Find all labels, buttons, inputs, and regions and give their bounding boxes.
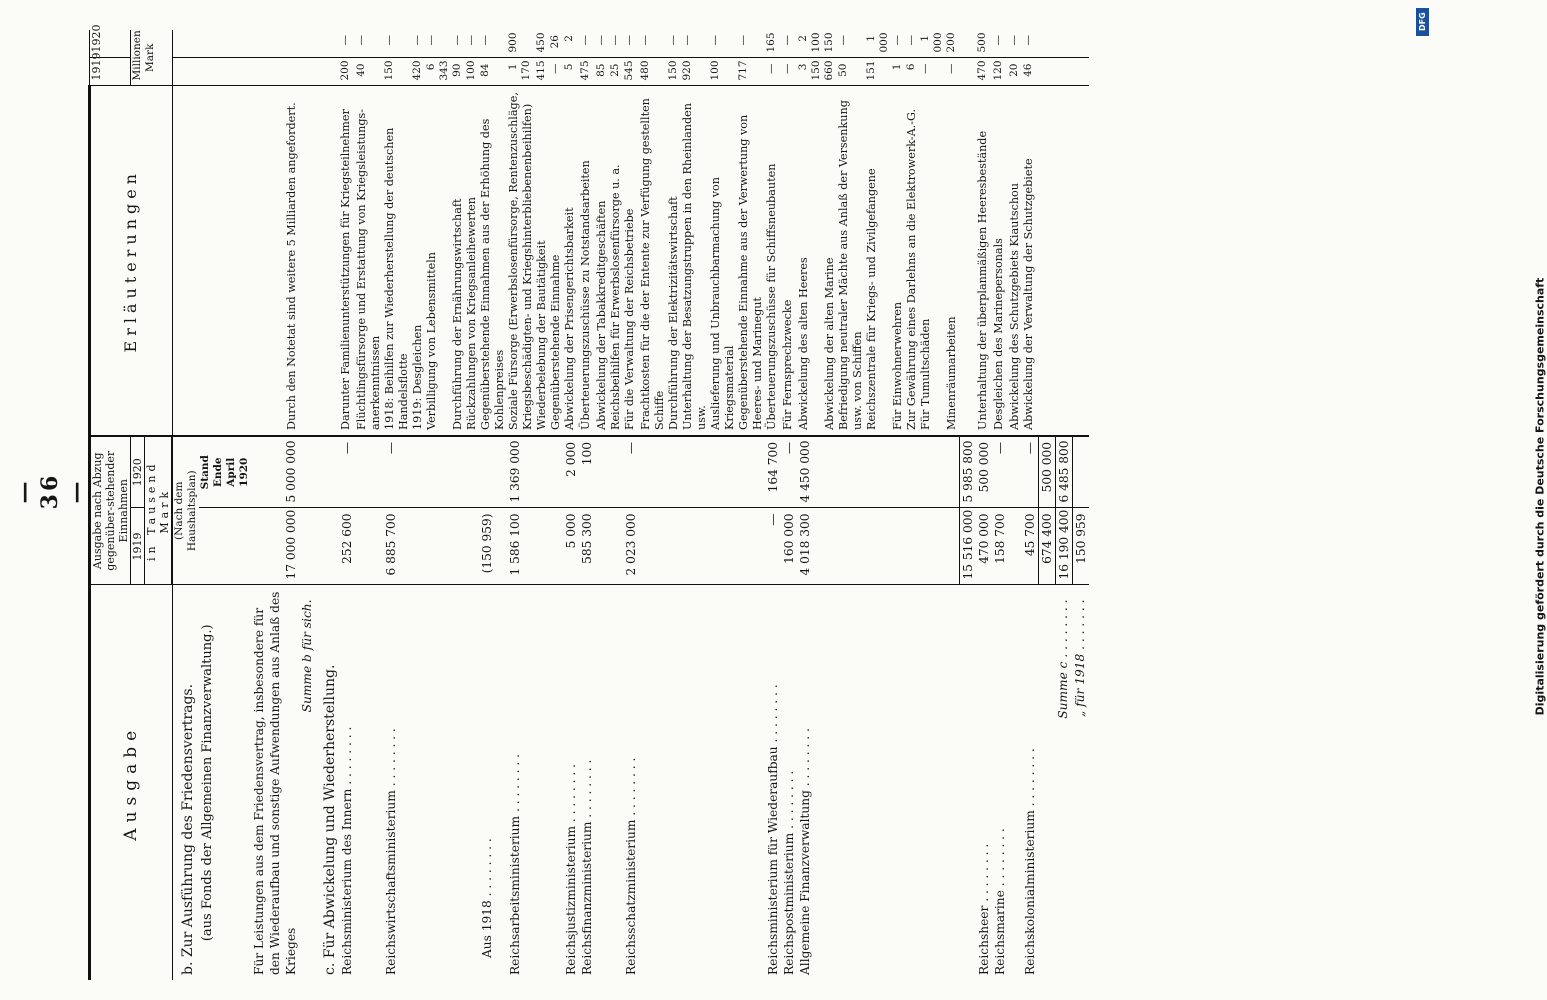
- value-1919: [549, 508, 563, 585]
- table-row: [507, 30, 535, 980]
- page-number: — 36 —: [11, 472, 89, 510]
- erl-text: 1919: Desgleichen: [411, 86, 425, 436]
- row-label: [535, 585, 549, 980]
- subtotal-a-1920: 5 985 800: [959, 436, 976, 508]
- value-1920: [891, 436, 905, 508]
- table-row: [823, 30, 837, 980]
- section-b-row-label: Für Leistungen aus dem Friedensvertrag, insbesondere für den Wiederaufbau und sonstige Aufwendungen aus Anlaß des Krieges: [252, 591, 298, 975]
- section-b-summe: Summe b für sich.: [300, 599, 314, 713]
- mill-1919: 20: [1008, 58, 1022, 86]
- erl-text: Minenräumarbeiten: [945, 86, 959, 436]
- mill-1920: —: [383, 30, 411, 58]
- mill-1919: 150: [667, 58, 681, 86]
- subtotal-a: [959, 30, 976, 980]
- col-header-m1920: 1920: [90, 30, 131, 58]
- col-header-unit: in Tausend Mark: [145, 436, 173, 585]
- erl-text: Auslieferung und Unbrauchbarmachung von Kriegsmaterial: [709, 86, 737, 436]
- value-1920: [549, 436, 563, 508]
- value-1920: [737, 436, 765, 508]
- row-label: Reichsarbeitsministerium . . . . . . . .: [508, 753, 522, 975]
- value-1920: —: [623, 436, 639, 508]
- erl-text: Für Einwohnerwehren: [891, 86, 905, 436]
- erl-text: Abwickelung der Verwaltung der Schutzgebiete: [1022, 86, 1039, 436]
- table-row: [535, 30, 549, 980]
- col-header-millionen: Millionen Mark: [131, 30, 173, 86]
- erl-text: Gegenüberstehende Einnahme: [549, 86, 563, 436]
- dfg-logo: DFG: [1416, 8, 1429, 36]
- value-1919: —: [765, 508, 781, 585]
- mill-1919: 85: [595, 58, 609, 86]
- mill-1919: 3 150: [797, 58, 823, 86]
- row-label: [425, 585, 451, 980]
- value-1920: [425, 436, 451, 508]
- value-1919: [737, 508, 765, 585]
- mill-1919: 100: [709, 58, 737, 86]
- value-1920: 100: [579, 436, 595, 508]
- mill-1919: —: [549, 58, 563, 86]
- mill-1920: 150: [823, 30, 837, 58]
- subtotal-a-label: [959, 585, 976, 980]
- table-row: [355, 30, 383, 980]
- row-label: [837, 585, 865, 980]
- mill-1919: 84: [479, 58, 507, 86]
- table-row: [992, 30, 1008, 980]
- mill-1920: —: [667, 30, 681, 58]
- subtotal-b-label: [1038, 585, 1055, 980]
- mill-1919: 415: [535, 58, 549, 86]
- section-c-title: c. Für Abwickelung und Wiederherstellung.: [322, 664, 338, 975]
- table-row: [891, 30, 905, 980]
- row-label: [1008, 585, 1022, 980]
- erl-text: Für Fernsprechzwecke: [781, 86, 797, 436]
- mill-1920: —: [891, 30, 905, 58]
- erl-text: Abwickelung der Prisengerichtsbarkeit: [563, 86, 579, 436]
- mill-1920: —: [837, 30, 865, 58]
- value-1920: [945, 436, 959, 508]
- mill-1920: —: [411, 30, 425, 58]
- mill-1920: 900: [507, 30, 535, 58]
- mill-1919: 150: [383, 58, 411, 86]
- table-row: [976, 30, 992, 980]
- table-row: [639, 30, 667, 980]
- mill-1919: 420: [411, 58, 425, 86]
- row-label: [681, 585, 709, 980]
- mill-1920: —: [709, 30, 737, 58]
- value-1919: 585 300: [579, 508, 595, 585]
- table-row: [765, 30, 781, 980]
- section-b-1920: 5 000 000: [251, 436, 299, 508]
- erl-text: Darunter Familienunterstützungen für Kriegsteilnehmer: [339, 86, 355, 436]
- row-label: [595, 585, 609, 980]
- value-1920: [823, 436, 837, 508]
- value-1919: [709, 508, 737, 585]
- value-1920: [451, 436, 465, 508]
- row-label: [465, 585, 479, 980]
- table-row: [609, 30, 623, 980]
- mill-1920: —: [339, 30, 355, 58]
- value-1919: [639, 508, 667, 585]
- value-1919: [667, 508, 681, 585]
- mill-1919: 50: [837, 58, 865, 86]
- row-label: [639, 585, 667, 980]
- value-1919: 2 023 000: [623, 508, 639, 585]
- mill-1919: 660: [823, 58, 837, 86]
- value-1919: [905, 508, 919, 585]
- value-1920: —: [781, 436, 797, 508]
- value-1920: 500 000: [976, 436, 992, 508]
- row-label: Reichsministerium des Innern . . . . . . . .: [340, 726, 354, 975]
- table-row: [479, 30, 507, 980]
- erl-text: Abwickelung des alten Heeres: [797, 86, 823, 436]
- row-label: Reichsfinanzministerium . . . . . . . .: [580, 759, 594, 975]
- erl-text: Für Tumultschäden: [919, 86, 945, 436]
- value-1920: [919, 436, 945, 508]
- value-1920: [667, 436, 681, 508]
- table-row: [339, 30, 355, 980]
- value-1920: —: [339, 436, 355, 508]
- subtotal-a-m20: [959, 30, 976, 58]
- value-1920: —: [383, 436, 411, 508]
- mill-1919: 920: [681, 58, 709, 86]
- mill-1920: —: [451, 30, 465, 58]
- summe-c-erl: [1055, 86, 1072, 436]
- mill-1919: 470: [976, 58, 992, 86]
- mill-1920: —: [905, 30, 919, 58]
- value-1919: 5 000: [563, 508, 579, 585]
- value-1919: 158 700: [992, 508, 1008, 585]
- erl-text: Reichsbeihilfen für Erwerbslosenfürsorge u. a.: [609, 86, 623, 436]
- erl-text: Gegenüberstehende Einnahme aus der Verwertung von Heeres- und Marinegut: [737, 86, 765, 436]
- summe-1918-1920: [1072, 436, 1089, 508]
- mill-1920: —: [737, 30, 765, 58]
- value-1920: —: [1022, 436, 1039, 508]
- erl-text: Für die Verwaltung der Reichsbetriebe: [623, 86, 639, 436]
- budget-table: [88, 24, 1089, 980]
- mill-1919: 151: [865, 58, 891, 86]
- erl-text: Wiederbelebung der Bautätigkeit: [535, 86, 549, 436]
- value-1919: [837, 508, 865, 585]
- value-1920: [411, 436, 425, 508]
- value-1920: 2 000: [563, 436, 579, 508]
- budget-table-rotated: [88, 24, 1288, 980]
- value-1919: [1008, 508, 1022, 585]
- table-row: [595, 30, 609, 980]
- value-1920: [709, 436, 737, 508]
- erl-text: Soziale Fürsorge (Erwerbslosenfürsorge, Rentenzuschläge, Kriegsbeschädigten- und Kriegshinterbliebenenbeihilfen): [507, 86, 535, 436]
- mill-1920: 2: [563, 30, 579, 58]
- table-row: [563, 30, 579, 980]
- row-label: Reichsjustizministerium . . . . . . . .: [564, 764, 578, 975]
- erl-text: Überteuerungszuschüsse für Schiffsneubauten: [765, 86, 781, 436]
- row-label: Reichsministerium für Wiederaufbau . . . . . . . .: [766, 684, 780, 975]
- value-1920: —: [992, 436, 1008, 508]
- mill-1919: 545: [623, 58, 639, 86]
- summe-c-1920: 6 485 800: [1055, 436, 1072, 508]
- table-row: [667, 30, 681, 980]
- table-row: [549, 30, 563, 980]
- table-row: [465, 30, 479, 980]
- col-header-1919: 1919: [131, 508, 145, 585]
- section-b-1919: 17 000 000: [251, 508, 299, 585]
- subtotal-a-erl: [959, 86, 976, 436]
- row-label: Aus 1918 . . . . . . . .: [480, 838, 494, 958]
- summe-c-m19: [1055, 58, 1072, 86]
- value-1920: [355, 436, 383, 508]
- value-1919: [535, 508, 549, 585]
- erl-text: Desgleichen des Marinepersonals: [992, 86, 1008, 436]
- value-1919: 4 018 300: [797, 508, 823, 585]
- row-label: [549, 585, 563, 980]
- mill-1919: 6: [905, 58, 919, 86]
- table-row: [411, 30, 425, 980]
- erl-text: Rückzahlungen von Kriegsanleihewerten: [465, 86, 479, 436]
- mill-1919: 5: [563, 58, 579, 86]
- row-label: [737, 585, 765, 980]
- mill-1919: 120: [992, 58, 1008, 86]
- mill-1920: —: [609, 30, 623, 58]
- summe-c-1919: 16 190 400: [1055, 508, 1072, 585]
- erl-text: Flüchtlingsfürsorge und Erstattung von Kriegsleistungs-anerkenntnissen: [355, 86, 383, 436]
- mill-1920: 2 100: [797, 30, 823, 58]
- mill-1919: 46: [1022, 58, 1039, 86]
- subtotal-b-1919: 674 400: [1038, 508, 1055, 585]
- col-header-erlaeuterungen: Erläuterungen: [90, 86, 173, 436]
- mill-1920: —: [579, 30, 595, 58]
- col-header-1920: 1920: [131, 436, 145, 508]
- erl-text: Zur Gewährung eines Darlehns an die Elektrowerk-A.-G.: [905, 86, 919, 436]
- erl-text: Durchführung der Elektrizitätswirtschaft: [667, 86, 681, 436]
- table-row: [865, 30, 891, 980]
- mill-1920: 200: [945, 30, 959, 58]
- value-1920: 4 450 000: [797, 436, 823, 508]
- col-header-m1919: 1919: [90, 58, 131, 86]
- mill-1919: 200: [339, 58, 355, 86]
- value-1919: 470 000: [976, 508, 992, 585]
- mill-1919: 90: [451, 58, 465, 86]
- erl-text: Überteuerungszuschüsse zu Notstandsarbeiten: [579, 86, 595, 436]
- table-row: [945, 30, 959, 980]
- mill-1920: 165: [765, 30, 781, 58]
- value-1919: 45 700: [1022, 508, 1039, 585]
- value-1919: 6 885 700: [383, 508, 411, 585]
- mill-1919: —: [919, 58, 945, 86]
- value-1920: [639, 436, 667, 508]
- mill-1920: 500: [976, 30, 992, 58]
- mill-1919: 1 170: [507, 58, 535, 86]
- value-1919: [865, 508, 891, 585]
- mill-1920: —: [639, 30, 667, 58]
- table-row: [425, 30, 451, 980]
- value-1919: (150 959): [479, 508, 507, 585]
- table-row: [1008, 30, 1022, 980]
- row-label: [411, 585, 425, 980]
- erl-text: Abwickelung der Tabakkreditgeschäften: [595, 86, 609, 436]
- mill-1920: —: [425, 30, 451, 58]
- value-1919: [919, 508, 945, 585]
- subtotal-b-1920: 500 000: [1038, 436, 1055, 508]
- value-1919: 252 600: [339, 508, 355, 585]
- value-1919: [411, 508, 425, 585]
- erl-text: Frachtkosten für die der Entente zur Verfügung gestellten Schiffe: [639, 86, 667, 436]
- subtotal-b-erl: [1038, 86, 1055, 436]
- erl-text: Unterhaltung der Besatzungstruppen in den Rheinlanden usw.: [681, 86, 709, 436]
- row-label: Reichsmarine . . . . . . . .: [992, 828, 1007, 975]
- col-header-ausgabe: Ausgabe: [90, 585, 173, 980]
- value-1919: 160 000: [781, 508, 797, 585]
- section-b-subtitle: (aus Fonds der Allgemeinen Finanzverwaltung.): [200, 624, 215, 942]
- row-label: [667, 585, 681, 980]
- value-1919: [823, 508, 837, 585]
- summe-1918-label: „ für 1918 . . . . . . .: [1073, 599, 1087, 718]
- value-1920: [681, 436, 709, 508]
- section-b-title: b. Zur Ausführung des Friedensvertrags.: [179, 683, 196, 975]
- mill-1919: 6 343: [425, 58, 451, 86]
- row-label: Allgemeine Finanzverwaltung . . . . . . . .: [798, 728, 812, 975]
- value-1920: [865, 436, 891, 508]
- subtotal-a-m19: [959, 58, 976, 86]
- value-1920: [535, 436, 549, 508]
- mill-1919: —: [781, 58, 797, 86]
- erl-text: Befriedigung neutraler Mächte aus Anlaß der Versenkung usw. von Schiffen: [837, 86, 865, 436]
- table-row: [905, 30, 919, 980]
- value-1919: [609, 508, 623, 585]
- mill-1920: —: [992, 30, 1008, 58]
- digitization-note: Digitalisierung gefördert durch die Deutsche Forschungsgemeinschaft: [1533, 277, 1547, 716]
- value-1920: [595, 436, 609, 508]
- table-row: [919, 30, 945, 980]
- mill-1919: 40: [355, 58, 383, 86]
- table-row: [451, 30, 465, 980]
- value-1920: [837, 436, 865, 508]
- value-1919: [465, 508, 479, 585]
- mill-1919: 100: [465, 58, 479, 86]
- row-label: Reichswirtschaftsministerium . . . . . . . .: [384, 728, 398, 975]
- table-body: [172, 30, 1089, 980]
- mill-1920: —: [595, 30, 609, 58]
- erl-text: Durchführung der Ernährungswirtschaft: [451, 86, 465, 436]
- value-1920: [465, 436, 479, 508]
- value-1920: [609, 436, 623, 508]
- mill-1920: 26: [549, 30, 563, 58]
- table-row: [623, 30, 639, 980]
- row-label: Reichsschatzministerium . . . . . . . .: [624, 757, 638, 975]
- summe-1918-m20: [1072, 30, 1089, 58]
- section-b-erl: Durch den Notetat sind weitere 5 Milliarden angefordert.: [251, 86, 299, 436]
- value-1920: [905, 436, 919, 508]
- mill-1920: —: [1022, 30, 1039, 58]
- value-1919: [451, 508, 465, 585]
- mill-1920: 1 000: [865, 30, 891, 58]
- table-row: [1022, 30, 1039, 980]
- mill-1920: 450: [535, 30, 549, 58]
- value-1919: 1 586 100: [507, 508, 535, 585]
- row-label: Reichsheer . . . . . . . .: [976, 843, 991, 975]
- value-1920: 164 700: [765, 436, 781, 508]
- row-label: [823, 585, 837, 980]
- summe-c-label: Summe c . . . . . . . .: [1056, 599, 1070, 719]
- row-label: [919, 585, 945, 980]
- row-label: [355, 585, 383, 980]
- mill-1919: 480: [639, 58, 667, 86]
- note-haushaltsplan: (Nach dem Haushaltsplan): [172, 436, 199, 585]
- value-1919: [595, 508, 609, 585]
- erl-text: Verbilligung von Lebensmitteln: [425, 86, 451, 436]
- row-label: Reichspostministerium . . . . . . . .: [782, 770, 796, 975]
- mill-1920: 1 000: [919, 30, 945, 58]
- summe-1918-m19: [1072, 58, 1089, 86]
- erl-text: Gegenüberstehende Einnahmen aus der Erhöhung des Kohlenpreises: [479, 86, 507, 436]
- mill-1920: —: [681, 30, 709, 58]
- erl-text: Unterhaltung der überplanmäßigen Heeresbestände: [976, 86, 992, 436]
- table-row: [781, 30, 797, 980]
- table-row: [579, 30, 595, 980]
- row-label: [905, 585, 919, 980]
- summe-c: [1055, 30, 1072, 980]
- table-row: [709, 30, 737, 980]
- row-label: [709, 585, 737, 980]
- mill-1920: —: [355, 30, 383, 58]
- erl-text: Abwickelung des Schutzgebiets Kiautschou: [1008, 86, 1022, 436]
- erl-text: Reichszentrale für Kriegs- und Zivilgefangene: [865, 86, 891, 436]
- row-label: [945, 585, 959, 980]
- value-1920: [1008, 436, 1022, 508]
- mill-1920: —: [781, 30, 797, 58]
- mill-1919: —: [945, 58, 959, 86]
- value-1919: [355, 508, 383, 585]
- summe-1918-erl: [1072, 86, 1089, 436]
- summe-1918: [1072, 30, 1089, 980]
- mill-1919: —: [765, 58, 781, 86]
- mill-1919: 717: [737, 58, 765, 86]
- col-header-net-group: Ausgabe nach Abzug gegenüber-stehender Einnahmen: [90, 436, 131, 585]
- subtotal-b-m20: [1038, 30, 1055, 58]
- erl-text: Abwickelung der alten Marine: [823, 86, 837, 436]
- mill-1919: 475: [579, 58, 595, 86]
- summe-1918-1919: 150 959: [1072, 508, 1089, 585]
- mill-1920: —: [1008, 30, 1022, 58]
- mill-1920: —: [479, 30, 507, 58]
- summe-c-m20: [1055, 30, 1072, 58]
- mill-1919: 25: [609, 58, 623, 86]
- value-1920: 1 369 000: [507, 436, 535, 508]
- mill-1920: —: [623, 30, 639, 58]
- value-1919: [681, 508, 709, 585]
- value-1919: [945, 508, 959, 585]
- row-label: [865, 585, 891, 980]
- note-stand-april: Stand Ende April 1920: [199, 436, 251, 508]
- table-row: [681, 30, 709, 980]
- mill-1919: 1: [891, 58, 905, 86]
- row-label: [451, 585, 465, 980]
- mill-1920: —: [465, 30, 479, 58]
- value-1920: [479, 436, 507, 508]
- table-row: [383, 30, 411, 980]
- table-row: [737, 30, 765, 980]
- subtotal-b-m19: [1038, 58, 1055, 86]
- row-label: [609, 585, 623, 980]
- table-row: [797, 30, 823, 980]
- row-label: Reichskolonialministerium . . . . . . . .: [1022, 748, 1037, 975]
- erl-text: 1918: Beihilfen zur Wiederherstellung der deutschen Handelsflotte: [383, 86, 411, 436]
- row-label: [891, 585, 905, 980]
- subtotal-a-1919: 15 516 000: [959, 508, 976, 585]
- value-1919: [891, 508, 905, 585]
- table-row: [837, 30, 865, 980]
- value-1919: [425, 508, 451, 585]
- subtotal-b: [1038, 30, 1055, 980]
